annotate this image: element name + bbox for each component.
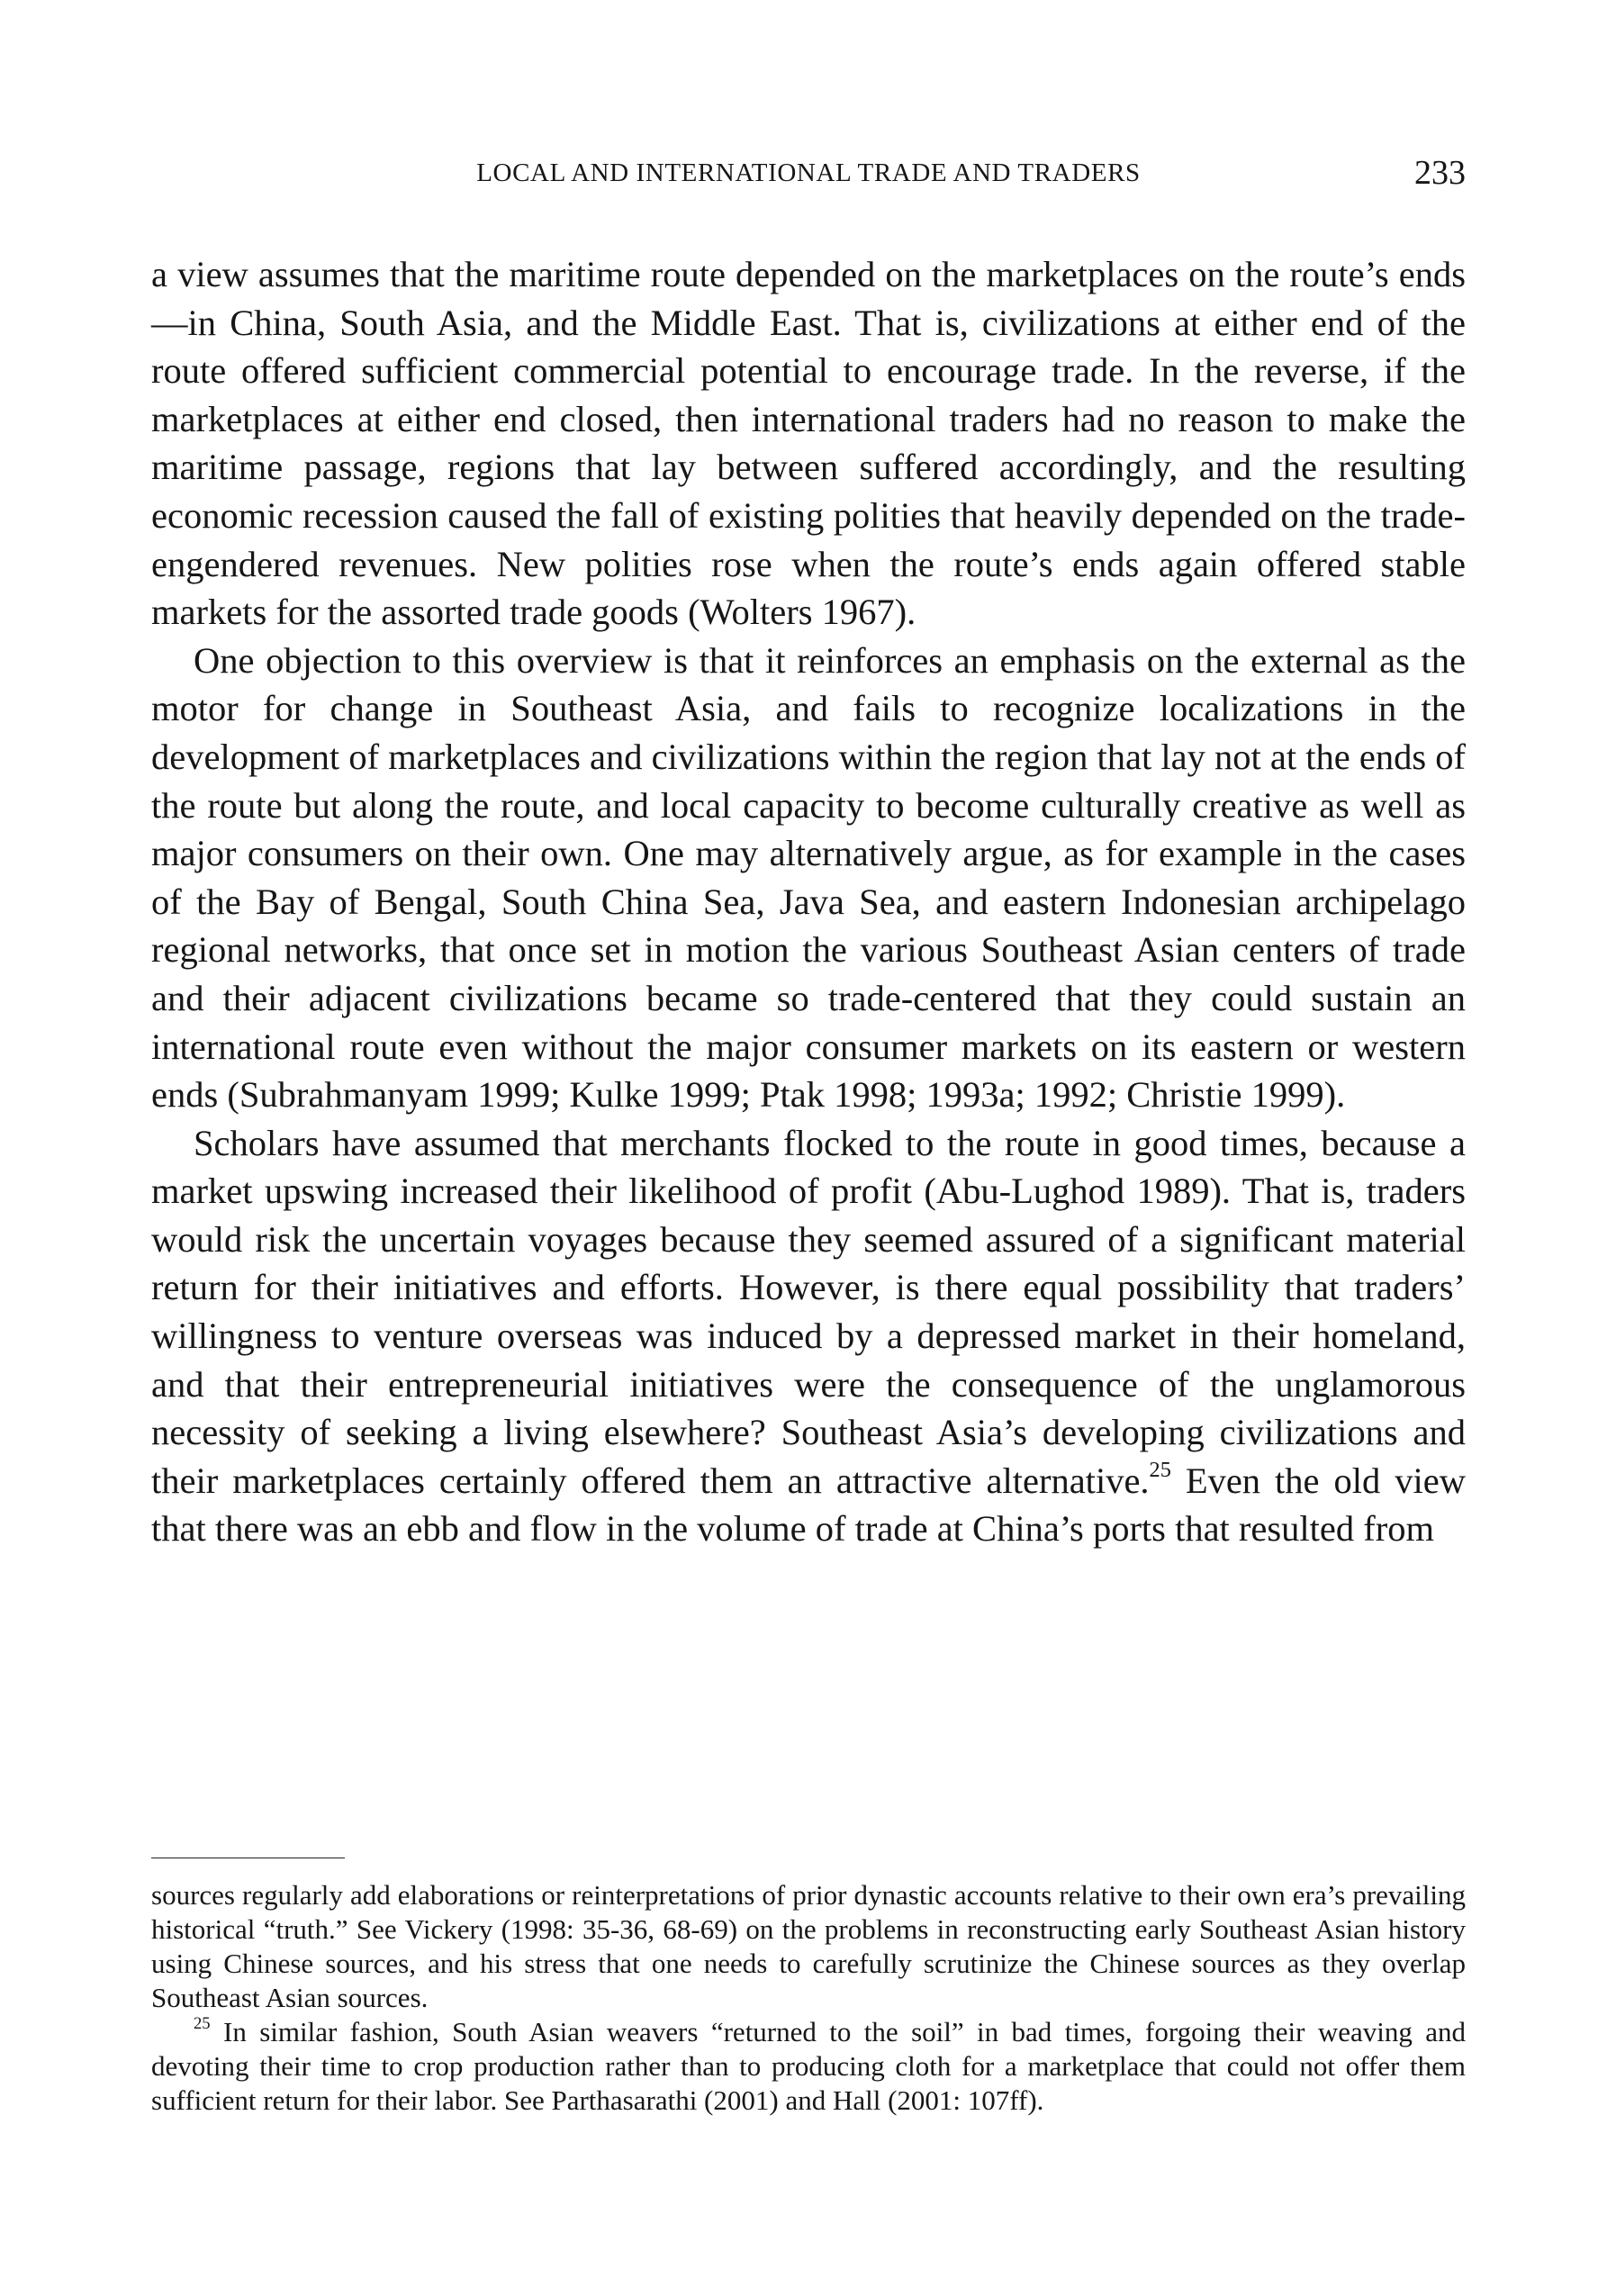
paragraph-objection: One objection to this overview is that it reinforces an emphasis on the external as the motor for change in Southeast Asia, and fails to recognize localizations in the development of marketplaces and civilizations within the region that lay not at the ends of the route but along the route, and local capacity to become culturally creative as well as major consumers on their own. One may alternatively argue, as for example in the cases of the Bay of Bengal, South China Sea, Java Sea, and eastern Indonesian archipelago regional networks, that once set in motion the various Southeast Asian centers of trade and their adjacent civilizations became so trade-centered that they could sustain an international route even without the major consumer markets on its eastern or western ends (Subrahmanyam 1999; Kulke 1999; Ptak 1998; 1993a; 1992; Christie 1999). [151,639,1466,1116]
footnotes [151,1878,1466,2118]
paragraph-scholars-text: Scholars have assumed that merchants flocked to the route in good times, because a market upswing increased their likelihood of profit (Abu-Lughod 1989). That is, traders would risk the uncertain voyages because they seemed assured of a significant material return for their initiatives and efforts. However, is there equal possibility that traders’ willingness to venture overseas was induced by a depressed market in their homeland, and that their entrepreneurial initiatives were the consequence of the unglamorous necessity of seeking a living elsewhere? Southeast Asia’s developing civilizations and their marketplaces certainly offered them an attractive alternative. [151,1122,1466,1501]
footnote-reference-25[interactable]: 25 [1149,1457,1171,1482]
page-number: 233 [1414,154,1466,192]
paragraph-continued: a view assumes that the maritime route depended on the marketplaces on the route’s ends—in China, South Asia, and the Middle East. That is, civilizations at either end of the route offered sufficient commercial potential to encourage trade. In the reverse, if the marketplaces at either end closed, then international traders had no reason to make the maritime passage, regions that lay between suffered accordingly, and the resulting economic recession caused the fall of existing polities that heavily depended on the trade-engendered revenues. New polities rose when the route’s ends again offered stable markets for the assorted trade goods (Wolters 1967). [151,254,1466,633]
footnote-25 [151,2015,1466,2118]
footnote-25-text: In similar fashion, South Asian weavers “returned to the soil” in bad times, forgoing their weaving and devoting their time to crop production rather than to producing cloth for a marketplace that could not offer them sufficient return for their labor. See Parthasarathi (2001) and Hall (2001: 107ff). [151,2016,1466,2116]
paragraph-scholars [151,1119,1466,1553]
running-head [151,153,1466,198]
paragraph-scholars-text-continued: Even the old view that there was an ebb and flow in the volume of trade at China’s ports that resulted from [151,1460,1466,1550]
running-title: LOCAL AND INTERNATIONAL TRADE AND TRADERS [476,158,1141,187]
footnote-continued: sources regularly add elaborations or reinterpretations of prior dynastic accounts relative to their own era’s prevailing historical “truth.” See Vickery (1998: 35-36, 68-69) on the problems in reconstructing early Southeast Asian history using Chinese sources, and his stress that one needs to carefully scrutinize the Chinese sources as they overlap Southeast Asian sources. [151,1879,1466,2013]
footnote-number-25: 25 [194,2014,211,2034]
body-text [151,250,1466,1553]
